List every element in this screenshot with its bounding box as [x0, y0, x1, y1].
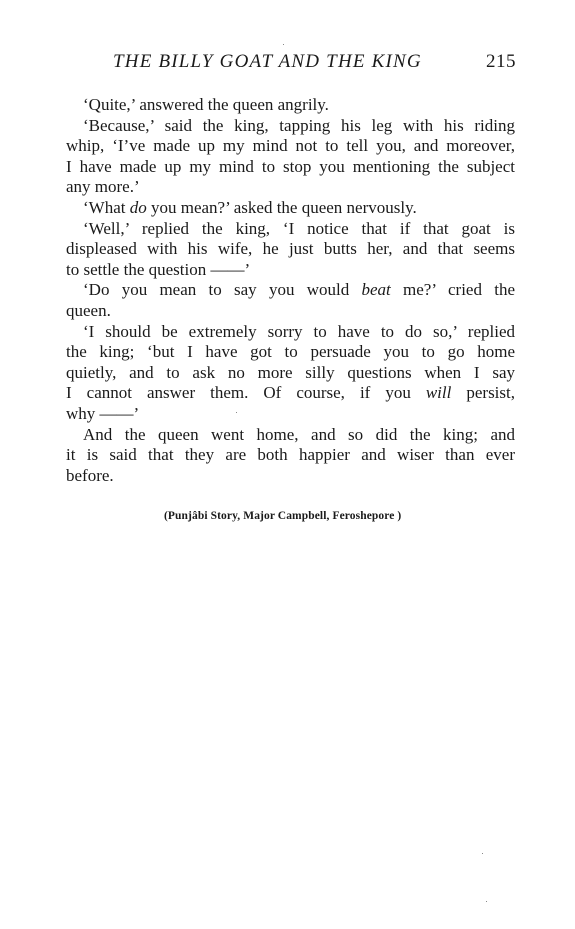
text-line: to settle the question ——’ [66, 259, 251, 279]
text-line: I have made up my mind to stop you mentioning the subject [66, 156, 515, 176]
scan-speck [486, 901, 487, 902]
text-line: ‘Well,’ replied the king, ‘I notice that if that goat is [83, 218, 515, 238]
text-line: queen. [66, 300, 111, 320]
source-attribution: (Punjâbi Story, Major Campbell, Feroshepore ) [164, 510, 402, 522]
text-line: quietly, and to ask no more silly questions when I say [66, 362, 515, 382]
text-line: it is said that they are both happier and wiser than ever [66, 445, 515, 465]
italic-emphasis: do [129, 197, 147, 217]
text-line: displeased with his wife, he just butts her, and that seems [66, 239, 515, 259]
scan-speck [482, 853, 483, 854]
text-line: ‘What do you mean?’ asked the queen nervously. [83, 197, 417, 217]
italic-emphasis: beat [361, 280, 391, 300]
text-line: before. [66, 465, 114, 485]
text-line: any more.’ [66, 177, 140, 197]
text-line: I cannot answer them. Of course, if you will persist, [66, 383, 515, 403]
text-line: ‘Because,’ said the king, tapping his leg with his riding [83, 115, 515, 135]
text-line: ‘Do you mean to say you would beat me?’ cried the [83, 280, 515, 300]
running-header [113, 51, 516, 77]
text-line: ‘Quite,’ answered the queen angrily. [83, 95, 329, 114]
story-text [66, 95, 515, 486]
text-line: And the queen went home, and so did the king; and [83, 424, 515, 444]
italic-emphasis: will [425, 383, 452, 403]
scan-speck [236, 412, 237, 413]
scan-speck [283, 44, 284, 45]
text-line: why ——’ [66, 403, 140, 423]
page-number: 215 [486, 51, 516, 72]
text-line: ‘I should be extremely sorry to have to do so,’ replied [83, 321, 515, 341]
text-line: the king; ‘but I have got to persuade you to go home [66, 342, 515, 362]
running-title: THE BILLY GOAT AND THE KING [113, 51, 422, 72]
text-line: whip, ‘I’ve made up my mind not to tell you, and moreover, [66, 136, 515, 156]
